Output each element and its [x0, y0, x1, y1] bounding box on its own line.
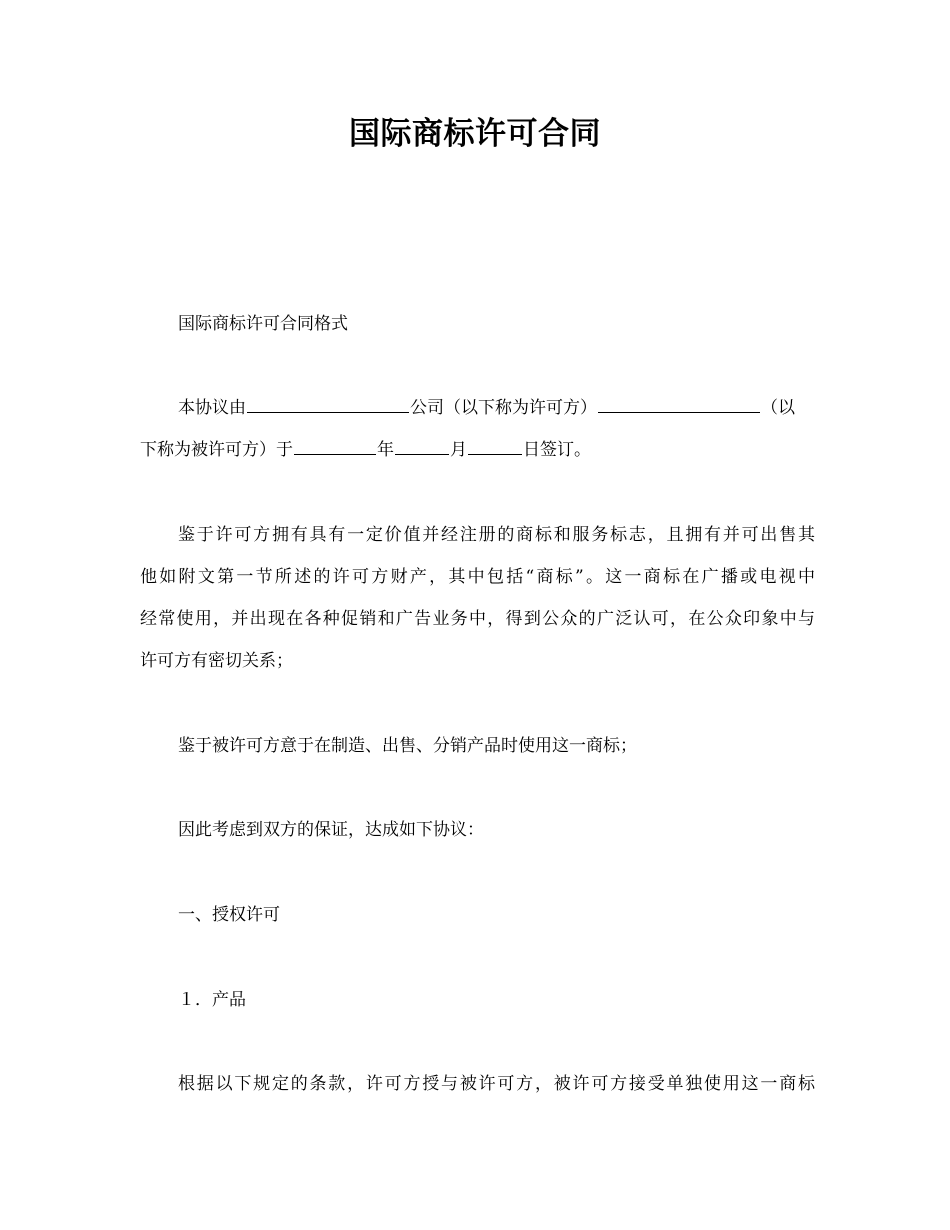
agreement-text: 月 [450, 440, 467, 460]
agreement-consideration-paragraph: 因此考虑到双方的保证，达成如下协议： [178, 820, 484, 840]
licensor-blank [247, 395, 409, 413]
agreement-text: 日签订。 [523, 440, 591, 460]
agreement-text: （以 [761, 398, 795, 418]
document-subtitle: 国际商标许可合同格式 [178, 314, 348, 334]
agreement-text: 年 [377, 440, 394, 460]
recital-paragraph-line: 许可方有密切关系； [140, 651, 293, 671]
recital-paragraph-line: 他如附文第一节所述的许可方财产，其中包括“商标”。这一商标在广播或电视中 [140, 567, 815, 587]
agreement-parties-line-1 [178, 395, 815, 421]
agreement-text: 公司（以下称为许可方） [410, 398, 597, 418]
section-heading-license: 一、授权许可 [178, 905, 280, 925]
recital-paragraph-line: 鉴于许可方拥有具有一定价值并经注册的商标和服务标志，且拥有并可出售其 [178, 525, 815, 545]
license-grant-paragraph: 根据以下规定的条款，许可方授与被许可方，被许可方接受单独使用这一商标 [178, 1074, 815, 1094]
agreement-text: 下称为被许可方）于 [140, 440, 293, 460]
item-heading-products: １．产品 [178, 990, 246, 1010]
document-title: 国际商标许可合同 [349, 116, 601, 152]
agreement-text: 本协议由 [178, 398, 246, 418]
licensee-intent-paragraph: 鉴于被许可方意于在制造、出售、分销产品时使用这一商标； [178, 736, 637, 756]
year-blank [294, 437, 376, 455]
agreement-parties-line-2 [140, 437, 815, 463]
recital-paragraph-line: 经常使用，并出现在各种促销和广告业务中，得到公众的广泛认可，在公众印象中与 [140, 609, 815, 629]
month-blank [395, 437, 449, 455]
licensee-blank [598, 395, 760, 413]
day-blank [468, 437, 522, 455]
